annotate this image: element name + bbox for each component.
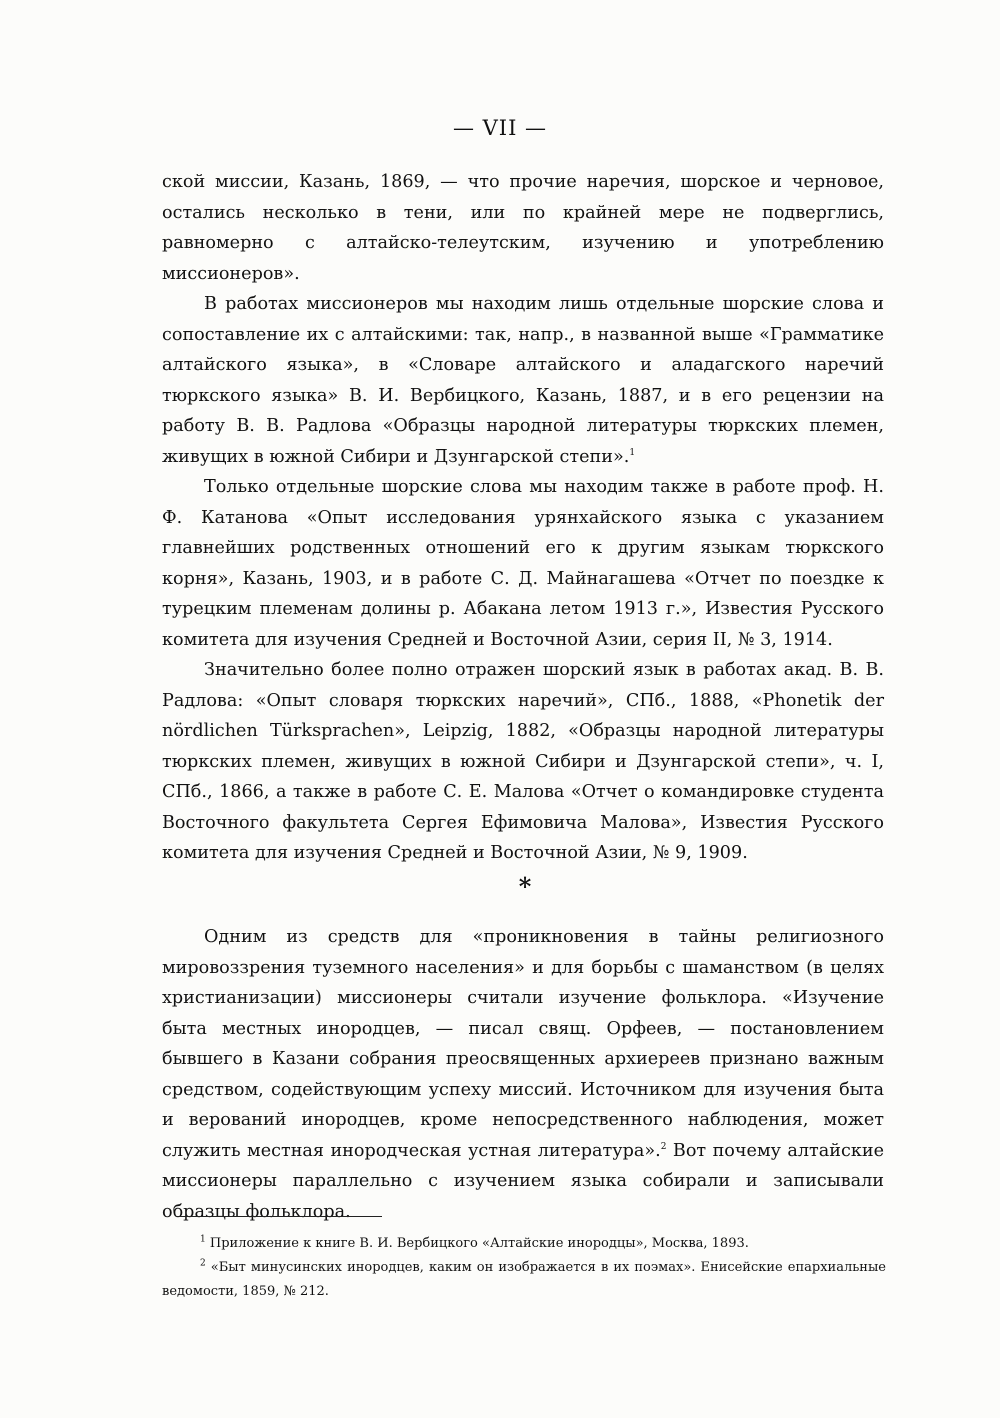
footnote-2-mark: 2 xyxy=(200,1258,206,1269)
footnote-1-mark: 1 xyxy=(200,1234,206,1245)
paragraph-5-text-b: Вот почему алтайские миссионеры параллельно с изучением языка собирали и записывали образцы фольклора. xyxy=(162,1140,884,1222)
text-section-2 xyxy=(162,922,884,1227)
footnote-1-text: Приложение к книге В. И. Вербицкого «Алтайские инородцы», Москва, 1893. xyxy=(205,1236,749,1251)
footnotes xyxy=(162,1232,886,1304)
footnote-ref-1[interactable]: 1 xyxy=(629,447,636,458)
section-divider-asterisk: * xyxy=(518,872,532,901)
paragraph-5 xyxy=(162,922,884,1227)
footnote-2-text: «Быт минусинских инородцев, каким он изображается в их поэмах». Енисейские епархиальные ведомости, 1859, № 212. xyxy=(162,1260,886,1299)
footnote-separator xyxy=(176,1216,382,1217)
page-number: — VII — xyxy=(452,116,548,140)
footnote-2 xyxy=(162,1256,886,1304)
footnote-ref-2[interactable]: 2 xyxy=(660,1141,667,1152)
paragraph-5-text-a: Одним из средств для «проникновения в тайны религиозного мировоззрения туземного населения» и для борьбы с шаманством (в целях христианизации) миссионеры считали изучение фольклора. «Изучение быта местных инородцев, — писал свящ. Орфеев, — постановлением бывшего в Казани собрания преосвященных архиереев признано важным средством, содействующим успеху миссий. Источником для изучения быта и верований инородцев, кроме непосредственного наблюдения, может служить местная инородческая устная литература». xyxy=(162,927,884,1161)
paragraph-2-text: В работах миссионеров мы находим лишь отдельные шорские слова и сопоставление их с алтайскими: так, напр., в названной выше «Грамматике алтайского языка», в «Словаре алтайского и аладагского наречий тюркского языка» В. И. Вербицкого, Казань, 1887, и в его рецензии на работу В. В. Радлова «Образцы народной литературы тюркских племен, живущих в южной Сибири и Дзунгарской степи». xyxy=(162,294,884,467)
paragraph-1: ской миссии, Казань, 1869, — что прочие наречия, шорское и черновое, остались несколько в тени, или по крайней мере не подверглись, равномерно с алтайско-телеутским, изучению и употреблению миссионеров». xyxy=(162,172,884,284)
paragraph-4: Значительно более полно отражен шорский язык в работах акад. В. В. Радлова: «Опыт словаря тюркских наречий», СПб., 1888, «Phonetik der nördlichen Türksprachen», Leipzig, 1882, «Образцы народной литературы тюркских племен, живущих в южной Сибири и Дзунгарской степи», ч. I, СПб., 1866, а также в работе С. Е. Малова «Отчет о командировке студента Восточного факультета Сергея Ефимовича Малова», Известия Русского комитета для изучения Средней и Восточной Азии, № 9, 1909. xyxy=(162,660,884,863)
text-section-1 xyxy=(162,167,884,869)
footnote-1 xyxy=(162,1232,886,1256)
paragraph-2 xyxy=(162,289,884,472)
paragraph-3: Только отдельные шорские слова мы находим также в работе проф. Н. Ф. Катанова «Опыт исследования урянхайского языка с указанием главнейших родственных отношений его к другим языкам тюркского корня», Казань, 1903, и в работе С. Д. Майнагашева «Отчет по поездке к турецким племенам долины р. Абакана летом 1913 г.», Известия Русского комитета для изучения Средней и Восточной Азии, серия II, № 3, 1914. xyxy=(162,477,884,650)
